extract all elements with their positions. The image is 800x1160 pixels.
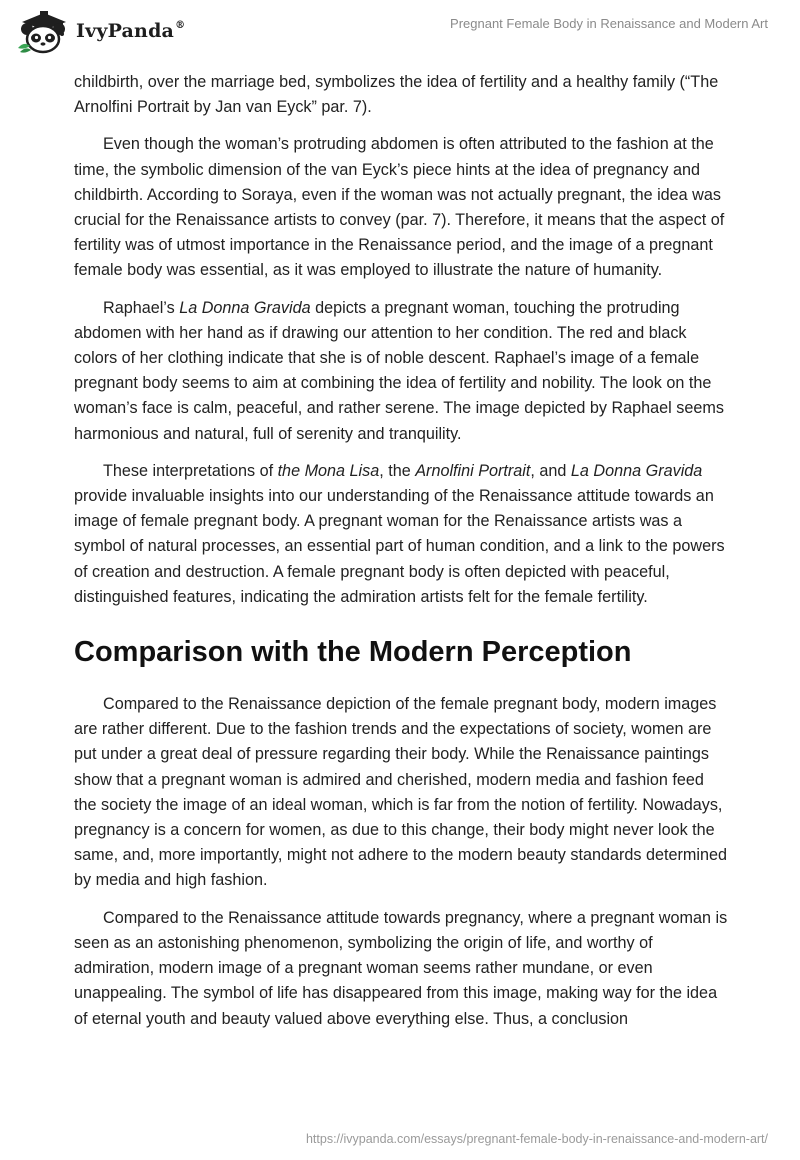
paragraph-continued: childbirth, over the marriage bed, symbolizes the idea of fertility and a healthy family (“The Arnolfini Portrait by Jan van Eyck” par. 7).	[74, 73, 719, 117]
artwork-title: the Mona Lisa	[277, 461, 380, 480]
registered-mark: ®	[175, 20, 186, 31]
source-url[interactable]: https://ivypanda.com/essays/pregnant-female-body-in-renaissance-and-modern-art/	[305, 1132, 768, 1146]
paragraph-van-eyck: Even though the woman’s protruding abdomen is often attributed to the fashion at the time, the symbolic dimension of the van Eyck’s piece hints at the idea of pregnancy and childbirth. According to Soraya, even if the woman was not actually pregnant, the idea was crucial for the Renaissance artists to convey (par. 7). Therefore, it means that the aspect of fertility was of utmost importance in the Renaissance period, and the image of a pregnant female body was essential, as it was employed to illustrate the nature of humanity.	[74, 135, 725, 280]
artwork-title: Arnolfini Portrait	[415, 461, 531, 480]
essay-body	[74, 70, 728, 1044]
panda-graduate-icon	[14, 8, 70, 54]
running-title: Pregnant Female Body in Renaissance and Modern Art	[450, 16, 768, 31]
paragraph-raphael: Raphael’s La Donna Gravida depicts a pregnant woman, touching the protruding abdomen with her hand as if drawing our attention to her condition. The red and black colors of her clothing indicate that she is of noble descent. Raphael’s image of a female pregnant body seems to aim at combining the idea of fertility and nobility. The look on the woman’s face is calm, peaceful, and rather serene. The image depicted by Raphael seems harmonious and natural, full of serenity and tranquility.	[74, 298, 724, 443]
artwork-title: La Donna Gravida	[570, 461, 703, 480]
ivypanda-logo[interactable]	[14, 8, 185, 54]
artwork-title: La Donna Gravida	[179, 298, 311, 317]
section-heading: Comparison with the Modern Perception	[74, 636, 632, 669]
paragraph-interpretations: These interpretations of the Mona Lisa, the Arnolfini Portrait, and La Donna Gravida provide invaluable insights into our understanding of the Renaissance attitude towards an image of female pregnant body. A pregnant woman for the Renaissance artists was a symbol of natural processes, an essential part of human condition, and a link to the powers of creation and destruction. A female pregnant body is often depicted with peaceful, distinguished features, indicating the admiration artists felt for the female fertility.	[74, 461, 725, 606]
paragraph-modern-attitude: Compared to the Renaissance attitude towards pregnancy, where a pregnant woman is seen as an astonishing phenomenon, symbolizing the origin of life, and worthy of admiration, modern image of a pregnant woman seems rather mundane, or even unappealing. The symbol of life has disappeared from this image, making way for the idea of eternal youth and beauty valued above everything else. Thus, a conclusion	[74, 908, 728, 1028]
logo-text: IvyPanda®	[76, 20, 186, 42]
page-header	[0, 0, 800, 64]
paragraph-modern-images: Compared to the Renaissance depiction of the female pregnant body, modern images are rather different. Due to the fashion trends and the expectations of society, women are put under a great deal of pressure regarding their body. While the Renaissance paintings show that a pregnant woman is admired and cherished, modern media and fashion feed the society the image of an ideal woman, which is far from the notion of fertility. Nowadays, pregnancy is a concern for women, as due to this change, their body might never look the same, and, more importantly, might not adhere to the modern beauty standards determined by media and high fashion.	[74, 695, 727, 890]
